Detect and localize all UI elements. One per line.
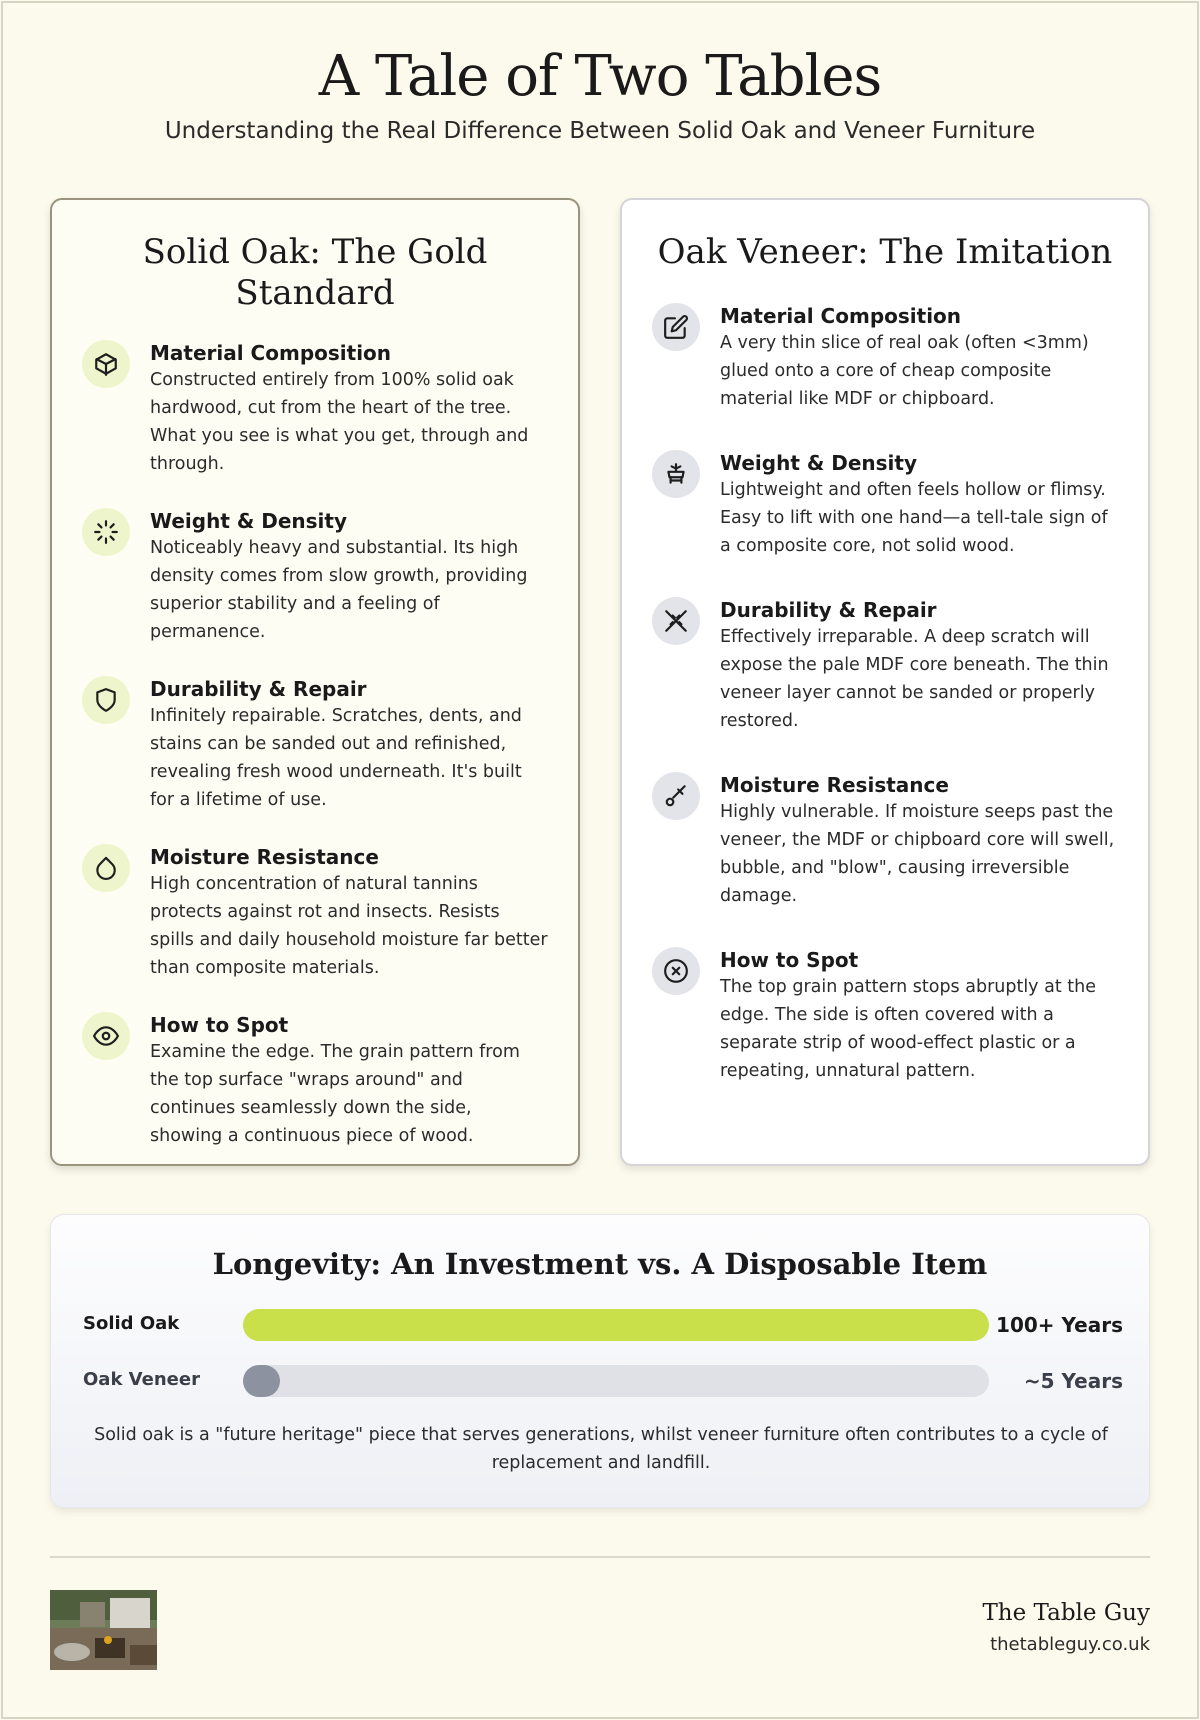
solid-oak-card — [50, 198, 580, 1166]
oak-feature-weight — [52, 508, 578, 646]
cube-icon — [82, 340, 130, 388]
feature-desc: High concentration of natural tannins protects against rot and insects. Resists spills and daily household moisture far better than composite materials. — [150, 874, 548, 978]
longevity-bar-oak-veneer — [83, 1363, 1123, 1397]
longevity-bar-solid-oak — [83, 1307, 1123, 1341]
bar-fill — [243, 1309, 989, 1341]
brand-name: The Table Guy — [982, 1600, 1150, 1626]
bar-track — [243, 1309, 989, 1341]
feature-title: Material Composition — [150, 341, 392, 365]
footer-divider — [50, 1556, 1150, 1558]
feature-title: Moisture Resistance — [150, 845, 379, 869]
feature-title: Weight & Density — [720, 451, 918, 475]
oak-feature-durability — [52, 676, 578, 814]
brand-url[interactable]: thetableguy.co.uk — [990, 1634, 1150, 1655]
feature-desc: Highly vulnerable. If moisture seeps past the veneer, the MDF or chipboard core will swell, bubble, and "blow", causing irreversible damage. — [720, 802, 1115, 906]
oak-feature-moisture — [52, 844, 578, 982]
eye-icon — [82, 1012, 130, 1060]
feature-title: Durability & Repair — [720, 598, 937, 622]
feature-desc: Effectively irreparable. A deep scratch will expose the pale MDF core beneath. The thin veneer layer cannot be sanded or properly restored. — [720, 627, 1109, 731]
feature-desc: A very thin slice of real oak (often <3mm) glued onto a core of cheap composite material like MDF or chipboard. — [720, 333, 1089, 409]
oak-feature-material — [52, 340, 578, 478]
oak-veneer-card — [620, 198, 1150, 1166]
weight-scale-icon — [652, 450, 700, 498]
bar-fill — [243, 1365, 280, 1397]
patio-photo — [50, 1590, 157, 1670]
longevity-panel — [50, 1214, 1150, 1508]
bar-track — [243, 1365, 989, 1397]
feature-desc: The top grain pattern stops abruptly at the edge. The side is often covered with a separate strip of wood-effect plastic or a repeating, unnatural pattern. — [720, 977, 1096, 1081]
shield-icon — [82, 676, 130, 724]
feature-desc: Infinitely repairable. Scratches, dents, and stains can be sanded out and refinished, revealing fresh wood underneath. It's built for a lifetime of use. — [150, 706, 522, 810]
feature-desc: Constructed entirely from 100% solid oak hardwood, cut from the heart of the tree. What you see is what you get, through and through. — [150, 370, 529, 474]
bar-value: 100+ Years — [996, 1313, 1123, 1337]
oak-feature-spot — [52, 1012, 578, 1150]
longevity-note: Solid oak is a "future heritage" piece that serves generations, whilst veneer furniture often contributes to a cycle of replacement and landfill. — [94, 1425, 1108, 1473]
x-circle-icon — [652, 947, 700, 995]
page-title: A Tale of Two Tables — [318, 44, 882, 109]
bar-value: ~5 Years — [1023, 1369, 1123, 1393]
brush-icon — [652, 772, 700, 820]
feature-desc: Lightweight and often feels hollow or flimsy. Easy to lift with one hand—a tell-tale sign of a composite core, not solid wood. — [720, 480, 1108, 556]
veneer-feature-moisture — [622, 772, 1148, 910]
page-subtitle: Understanding the Real Difference Between Solid Oak and Veneer Furniture — [164, 118, 1036, 144]
veneer-feature-durability — [622, 597, 1148, 735]
oak-veneer-title: Oak Veneer: The Imitation — [657, 232, 1113, 272]
feature-desc: Noticeably heavy and substantial. Its high density comes from slow growth, providing superior stability and a feeling of permanence. — [150, 538, 528, 642]
bar-label: Solid Oak — [83, 1313, 180, 1334]
longevity-title: Longevity: An Investment vs. A Disposable Item — [212, 1247, 988, 1281]
bar-label: Oak Veneer — [83, 1369, 200, 1390]
feature-title: How to Spot — [720, 948, 859, 972]
veneer-feature-material — [622, 303, 1148, 413]
feature-desc: Examine the edge. The grain pattern from the top surface "wraps around" and continues seamlessly down the side, showing a continuous piece of wood. — [150, 1042, 520, 1146]
broken-tools-icon — [652, 597, 700, 645]
feature-title: Material Composition — [720, 304, 962, 328]
veneer-feature-weight — [622, 450, 1148, 560]
droplet-icon — [82, 844, 130, 892]
feature-title: Weight & Density — [150, 509, 348, 533]
edit-icon — [652, 303, 700, 351]
feature-title: How to Spot — [150, 1013, 289, 1037]
loader-icon — [82, 508, 130, 556]
solid-oak-title: Solid Oak: The Gold Standard — [142, 232, 488, 313]
feature-title: Moisture Resistance — [720, 773, 949, 797]
veneer-feature-spot — [622, 947, 1148, 1085]
feature-title: Durability & Repair — [150, 677, 367, 701]
